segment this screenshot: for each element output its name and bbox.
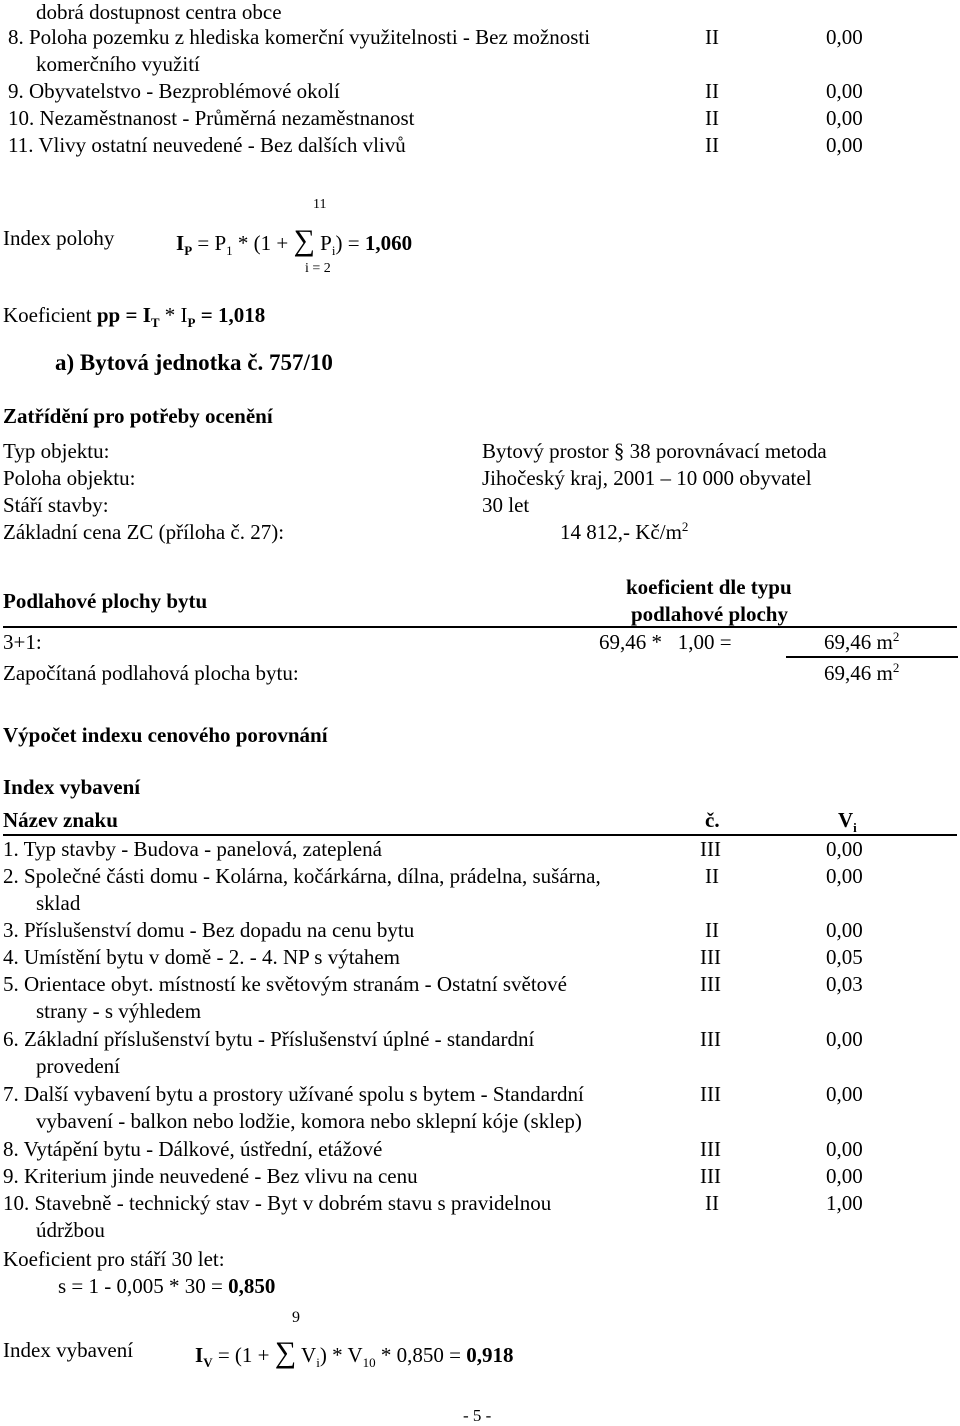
base-price-value: 14 812,- $Kč/m^2$ — [560, 519, 689, 544]
classification-label: Poloha objektu: — [3, 466, 136, 490]
sum-icon: ∑ — [274, 1336, 297, 1369]
floor-row-result: 69,46 $m^2$ — [824, 629, 900, 654]
equipment-item-class: III — [700, 972, 721, 996]
classification-label: Typ objektu: — [3, 439, 110, 463]
col-header-v: $V_i$ — [838, 808, 857, 836]
equipment-divider — [3, 834, 957, 836]
index-polohy-formula: $I_P = P_1 * (1$ + ∑ $P_i) = 1,060$ — [176, 224, 413, 259]
equipment-item-class: II — [705, 918, 719, 942]
col-header-name: Název znaku — [3, 808, 118, 832]
ip-symbol: $I_P$ — [176, 231, 193, 259]
equipment-item-value: 0,00 — [826, 864, 863, 888]
page-number: - 5 - — [463, 1406, 492, 1425]
equipment-item-label: 10. Stavebně - technický stav - Byt v dobrém stavu s pravidelnou — [3, 1191, 552, 1215]
sum-upper-limit: 11 — [313, 197, 327, 212]
index-vybaveni-label: Index vybavení — [3, 1338, 134, 1362]
equipment-item-value: 1,00 — [826, 1191, 863, 1215]
list-item-value: 0,00 — [826, 106, 863, 130]
sum2-upper-limit: 9 — [292, 1309, 300, 1326]
classification-label: Stáří stavby: — [3, 493, 109, 517]
floor-row-label: 3+1: — [3, 630, 42, 654]
equipment-item-class: III — [700, 945, 721, 969]
equipment-item-label: 9. Kriterium jinde neuvedené - Bez vlivu na cenu — [3, 1164, 418, 1188]
list-item-label: 10. Nezaměstnanost - Průměrná nezaměstnanost — [8, 106, 415, 130]
equipment-item-label-cont: vybavení - balkon nebo lodžie, komora nebo sklepní kóje (sklep) — [36, 1109, 582, 1133]
list-item-label-cont: komerčního využití — [36, 52, 200, 76]
list-item-class: II — [705, 79, 719, 103]
base-price-label: Základní cena ZC (příloha č. 27): — [3, 520, 285, 544]
col-header-no: č. — [705, 808, 720, 832]
age-result: 0,850 — [228, 1274, 276, 1298]
equipment-item-label: 3. Příslušenství domu - Bez dopadu na cenu bytu — [3, 918, 415, 942]
age-label: Koeficient pro stáří 30 let: — [3, 1247, 225, 1271]
index-polohy-result: 1,060 — [364, 231, 413, 255]
equipment-item-value: 0,00 — [826, 1027, 863, 1051]
koeficient-pp: Koeficient pp = $I_T * I_P = 1,018$ — [3, 303, 266, 331]
equipment-item-value: 0,00 — [826, 837, 863, 861]
equipment-item-class: III — [700, 1027, 721, 1051]
equipment-item-value: 0,00 — [826, 1082, 863, 1106]
equipment-item-value: 0,03 — [826, 972, 863, 996]
equipment-item-class: II — [705, 864, 719, 888]
equipment-item-class: III — [700, 1137, 721, 1161]
sum-lower-limit: i = 2 — [305, 261, 331, 276]
index-vybaveni-result: 0,918 — [466, 1343, 514, 1367]
equipment-item-class: III — [700, 837, 721, 861]
equipment-item-value: 0,00 — [826, 1164, 863, 1188]
classification-value: Bytový prostor § 38 porovnávací metoda — [482, 439, 827, 463]
classification-heading: Zatřídění pro potřeby ocenění — [3, 404, 273, 428]
list-item-value: 0,00 — [826, 79, 863, 103]
equipment-item-label-cont: sklad — [36, 891, 81, 915]
equipment-heading: Index vybavení — [3, 775, 141, 799]
index-polohy-label: Index polohy — [3, 226, 115, 250]
age-formula: s = 1 - 0,005 * 30 = 0,850 — [58, 1274, 276, 1298]
equipment-item-label-cont: údržbou — [36, 1218, 105, 1242]
equipment-item-label-cont: provedení — [36, 1054, 120, 1078]
equipment-item-label: 7. Další vybavení bytu a prostory užívané spolu s bytem - Standardní — [3, 1082, 584, 1106]
index-vybaveni-formula: $I_V = (1$ + ∑ $V_i) * V_{10} * 0,850 = 0,918$ — [195, 1336, 514, 1371]
list-item-class: II — [705, 25, 719, 49]
equipment-item-value: 0,00 — [826, 918, 863, 942]
floor-divider — [3, 626, 957, 628]
equipment-item-label: 2. Společné části domu - Kolárna, kočárkárna, dílna, prádelna, sušárna, — [3, 864, 601, 888]
list-item-value: 0,00 — [826, 25, 863, 49]
sum-icon: ∑ — [293, 224, 315, 257]
floor-total-value: 69,46 $m^2$ — [824, 660, 900, 685]
equipment-item-label: 5. Orientace obyt. místností ke světovým stranám - Ostatní světové — [3, 972, 567, 996]
equipment-item-label: 8. Vytápění bytu - Dálkové, ústřední, etážové — [3, 1137, 383, 1161]
list-item-value: 0,00 — [826, 133, 863, 157]
equipment-item-value: 0,05 — [826, 945, 863, 969]
equipment-item-class: III — [700, 1082, 721, 1106]
list-item-label: 8. Poloha pozemku z hlediska komerční využitelnosti - Bez možnosti — [8, 25, 591, 49]
coef-header-2: podlahové plochy — [631, 602, 788, 626]
equipment-item-label: 4. Umístění bytu v domě - 2. - 4. NP s výtahem — [3, 945, 401, 969]
coef-header-1: koeficient dle typu — [626, 575, 792, 599]
comparison-heading: Výpočet indexu cenového porovnání — [3, 723, 328, 747]
classification-value: Jihočeský kraj, 2001 – 10 000 obyvatel — [482, 466, 812, 490]
list-item-label: 11. Vlivy ostatní neuvedené - Bez dalších vlivů — [8, 133, 406, 157]
unit-heading: a) Bytová jednotka č. 757/10 — [55, 350, 333, 375]
equipment-item-class: III — [700, 1164, 721, 1188]
floor-heading: Podlahové plochy bytu — [3, 589, 208, 613]
equipment-item-value: 0,00 — [826, 1137, 863, 1161]
list-item-label: 9. Obyvatelstvo - Bezproblémové okolí — [8, 79, 340, 103]
list-item-class: II — [705, 106, 719, 130]
equipment-item-class: II — [705, 1191, 719, 1215]
floor-row-calc: 69,46 * 1,00 = — [599, 630, 732, 654]
equipment-item-label: 1. Typ stavby - Budova - panelová, zateplená — [3, 837, 382, 861]
list-item-class: II — [705, 133, 719, 157]
floor-total-label: Započítaná podlahová plocha bytu: — [3, 661, 299, 685]
equipment-item-label: 6. Základní příslušenství bytu - Příslušenství úplné - standardní — [3, 1027, 535, 1051]
equipment-item-label-cont: strany - s výhledem — [36, 999, 202, 1023]
list-item-7-continuation: dobrá dostupnost centra obce — [36, 0, 282, 24]
sum-underline — [786, 656, 958, 658]
classification-value: 30 let — [482, 493, 530, 517]
